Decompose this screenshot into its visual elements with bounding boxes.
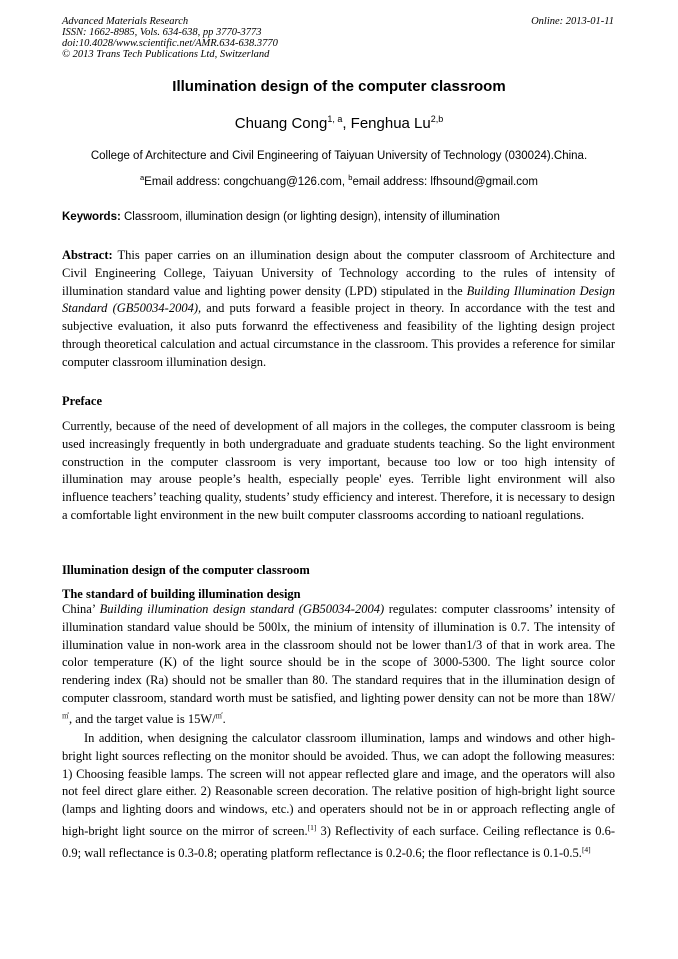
journal-header xyxy=(62,16,278,60)
abstract-standard-title: Building Illumination Design Standard (GB50034-2004), xyxy=(62,283,615,316)
author-1: Chuang Cong xyxy=(234,115,328,132)
addition-text-a: In addition, when designing the calculator classroom illumination, lamps and windows and other high-bright light sources reflecting on the monitor should be avoided. Thus, we can adopt the following measures: 1) Choosing feasible lamps. The screen will not appear reflected glare and image, and the operators will also not feel direct glare either. 2) Reasonable screen decoration. The relative position of high-bright light source (lamps and lighting doors and windows, etc.) and operaters should not be in or approach reflecting angle of high-bright light source on the mirror of screen. xyxy=(62,731,615,838)
standard-text-c: , and the target value is 15W/ xyxy=(69,711,216,726)
standard-paragraph xyxy=(62,601,615,729)
author-2-affil: 2,b xyxy=(430,114,444,124)
author-1-affil: 1, a xyxy=(327,114,343,124)
abstract xyxy=(62,247,615,372)
copyright-line: © 2013 Trans Tech Publications Ltd, Switzerland xyxy=(62,49,270,60)
addition-paragraph xyxy=(62,730,615,863)
standard-text-a: China’ xyxy=(62,602,100,616)
abstract-text-1: This paper carries on an illumination design about the computer classroom of Architecture and Civil Engineering College, Taiyuan University of Technology according to the rules of intensity of illumination standard value and lighting power density (LPD) stipulated in the xyxy=(62,248,615,298)
author-separator: , xyxy=(342,115,351,132)
doi-line: doi:10.4028/www.scientific.net/AMR.634-638.3770 xyxy=(62,38,278,49)
author-line xyxy=(0,114,678,132)
author-2: Fenghua Lu xyxy=(350,115,431,132)
citation-1: [1] xyxy=(307,822,317,832)
unit-square-meter: ㎡ xyxy=(62,711,69,720)
journal-name: Advanced Materials Research xyxy=(62,16,189,27)
section-heading: Illumination design of the computer classroom xyxy=(62,563,310,577)
standard-text-d: . xyxy=(222,711,226,726)
email-b-mark: b xyxy=(348,173,353,182)
unit-square-meter: ㎡ xyxy=(215,711,223,720)
citation-4: [4] xyxy=(581,844,591,854)
email-a-mark: a xyxy=(140,173,145,182)
online-date: Online: 2013-01-11 xyxy=(531,16,614,27)
keywords xyxy=(62,211,618,223)
email-a: Email address: congchuang@126.com, xyxy=(144,176,349,188)
email-b: email address: lfhsound@gmail.com xyxy=(352,176,538,188)
subsection-heading: The standard of building illumination design xyxy=(62,587,301,601)
abstract-label: Abstract: xyxy=(62,248,113,262)
standard-title: Building illumination design standard (GB50034-2004) xyxy=(99,602,385,616)
email-line xyxy=(0,173,678,188)
paper-title: Illumination design of the computer classroom xyxy=(172,78,506,95)
preface-heading: Preface xyxy=(62,394,103,408)
keywords-label: Keywords: xyxy=(62,211,121,223)
abstract-text-2: and puts forward a feasible project in theory. In accordance with the test and subjective evaluation, it also puts forwanrd the effectiveness and feasibility of the lighting design project through theoretical calculation and actual circumstance in the classroom. This provides a reference for similar computer classroom illumination design. xyxy=(62,301,615,369)
standard-text-b: regulates: computer classrooms’ intensity of illumination standard value should be 500lx, the minium of intensity of illumination is 0.7. The intensity of illumination value in non-work area in the classroom should not be lower than1/3 of that in work area. The color temperature (K) of the light source should be in the scope of 3000-5300. The light source color rendering index (Ra) should not be smaller than 80. The standard requires that in the illumination design of computer classroom, standard worth must be satisfied, and lighting power density can not be more than 18W/ xyxy=(62,602,616,705)
keywords-text: Classroom, illumination design (or lighting design), intensity of illumination xyxy=(120,211,500,223)
issn-line: ISSN: 1662-8985, Vols. 634-638, pp 3770-3773 xyxy=(62,27,262,38)
affiliation: College of Architecture and Civil Engineering of Taiyuan University of Technology (030024).China. xyxy=(90,150,588,162)
addition-text-b: 3) Reflectivity of each surface. Ceiling reflectance is 0.6-0.9; wall reflectance is 0.3-0.8; operating platform reflectance is 0.2-0.6; the floor reflectance is 0.1-0.5. xyxy=(62,823,615,860)
preface-paragraph: Currently, because of the need of development of all majors in the colleges, the computer classroom is being used increasingly frequently in both undergraduate and graduate students teaching. So the light environment construction in the computer classroom is very important, because too low or too high intensity of illumination may arouse people’s health, especially people' eyes. Terrible light environment will also influence teachers’ teaching quality, students’ study efficiency and interest. Therefore, it is necessary to design a comfortable light environment in the new built computer classrooms according to natioanl regulations. xyxy=(62,419,615,522)
